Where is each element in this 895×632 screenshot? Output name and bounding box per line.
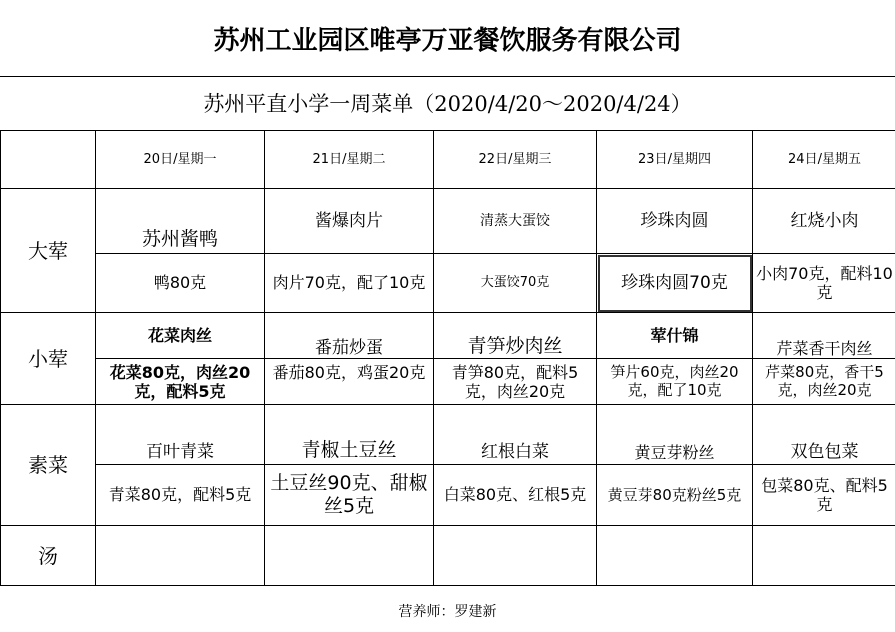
portion-cell: 笋片60克，肉丝20克，配了10克 xyxy=(610,363,739,399)
portion-cell-wrap[interactable] xyxy=(96,359,265,405)
day-header-wed[interactable]: 22日/星期三 xyxy=(434,131,597,189)
corner-cell xyxy=(1,131,96,189)
empty-cell[interactable] xyxy=(597,526,753,586)
portion-cell-selected[interactable]: 珍珠肉圆70克 xyxy=(597,254,753,313)
portion-cell: 青笋80克，配料5克，肉丝20克 xyxy=(451,363,579,402)
dish-cell[interactable]: 青椒土豆丝 xyxy=(265,405,434,465)
dish-cell[interactable]: 花菜肉丝 xyxy=(96,313,265,359)
day-header-mon[interactable]: 20日/星期一 xyxy=(96,131,265,189)
portion-cell-wrap[interactable] xyxy=(265,359,434,405)
empty-cell[interactable] xyxy=(265,526,434,586)
day-header-thu[interactable]: 23日/星期四 xyxy=(597,131,753,189)
xiaohun-portion-row xyxy=(1,359,895,405)
empty-cell[interactable] xyxy=(434,526,597,586)
portion-cell: 花菜80克，肉丝20克，配料5克 xyxy=(109,363,251,402)
dish-cell[interactable]: 清蒸大蛋饺 xyxy=(434,189,597,254)
portion-cell-wrap[interactable] xyxy=(753,359,895,405)
portion-cell-wrap[interactable] xyxy=(597,359,753,405)
portion-cell[interactable]: 土豆丝90克、甜椒丝5克 xyxy=(265,465,434,526)
empty-cell[interactable] xyxy=(96,526,265,586)
dish-cell[interactable]: 红根白菜 xyxy=(434,405,597,465)
dish-cell[interactable]: 青笋炒肉丝 xyxy=(434,313,597,359)
portion-cell[interactable]: 大蛋饺70克 xyxy=(434,254,597,313)
tang-row xyxy=(1,526,895,586)
portion-cell[interactable]: 鸭80克 xyxy=(96,254,265,313)
menu-subtitle: 苏州平直小学一周菜单（2020/4/20～2020/4/24） xyxy=(203,92,692,116)
company-title: 苏州工业园区唯亭万亚餐饮服务有限公司 xyxy=(213,25,682,56)
sucai-portion-row xyxy=(1,465,895,526)
portion-cell: 芹菜80克，香干5克，肉丝20克 xyxy=(765,363,884,399)
title-divider xyxy=(0,76,895,77)
day-header-fri[interactable]: 24日/星期五 xyxy=(753,131,895,189)
category-xiaohun: 小荤 xyxy=(1,313,96,405)
weekly-menu-table xyxy=(0,130,895,586)
nutritionist-footer: 营养师：罗建新 xyxy=(398,604,497,620)
portion-cell[interactable]: 包菜80克、配料5克 xyxy=(753,465,895,526)
portion-cell[interactable]: 白菜80克、红根5克 xyxy=(434,465,597,526)
portion-cell-wrap[interactable] xyxy=(434,359,597,405)
dish-cell[interactable]: 珍珠肉圆 xyxy=(597,189,753,254)
dish-cell[interactable]: 荤什锦 xyxy=(597,313,753,359)
day-header-tue[interactable]: 21日/星期二 xyxy=(265,131,434,189)
empty-cell[interactable] xyxy=(753,526,895,586)
dish-cell[interactable]: 黄豆芽粉丝 xyxy=(597,405,753,465)
dish-cell[interactable]: 酱爆肉片 xyxy=(265,189,434,254)
portion-cell: 番茄80克，鸡蛋20克 xyxy=(272,363,426,382)
xiaohun-dish-row xyxy=(1,313,895,359)
portion-cell[interactable]: 青菜80克，配料5克 xyxy=(96,465,265,526)
category-dahun: 大荤 xyxy=(1,189,96,313)
category-tang: 汤 xyxy=(1,526,96,586)
day-header-row xyxy=(1,131,895,189)
dish-cell[interactable]: 番茄炒蛋 xyxy=(265,313,434,359)
dahun-portion-row xyxy=(1,254,895,313)
dish-cell[interactable]: 百叶青菜 xyxy=(96,405,265,465)
category-sucai: 素菜 xyxy=(1,405,96,526)
dish-cell[interactable]: 苏州酱鸭 xyxy=(96,189,265,254)
portion-cell[interactable]: 肉片70克，配了10克 xyxy=(265,254,434,313)
dahun-dish-row xyxy=(1,189,895,254)
dish-cell[interactable]: 红烧小肉 xyxy=(753,189,895,254)
dish-cell[interactable]: 芹菜香干肉丝 xyxy=(753,313,895,359)
portion-cell[interactable]: 小肉70克，配料10克 xyxy=(753,254,895,313)
dish-cell[interactable]: 双色包菜 xyxy=(753,405,895,465)
sucai-dish-row xyxy=(1,405,895,465)
portion-cell[interactable]: 黄豆芽80克粉丝5克 xyxy=(597,465,753,526)
